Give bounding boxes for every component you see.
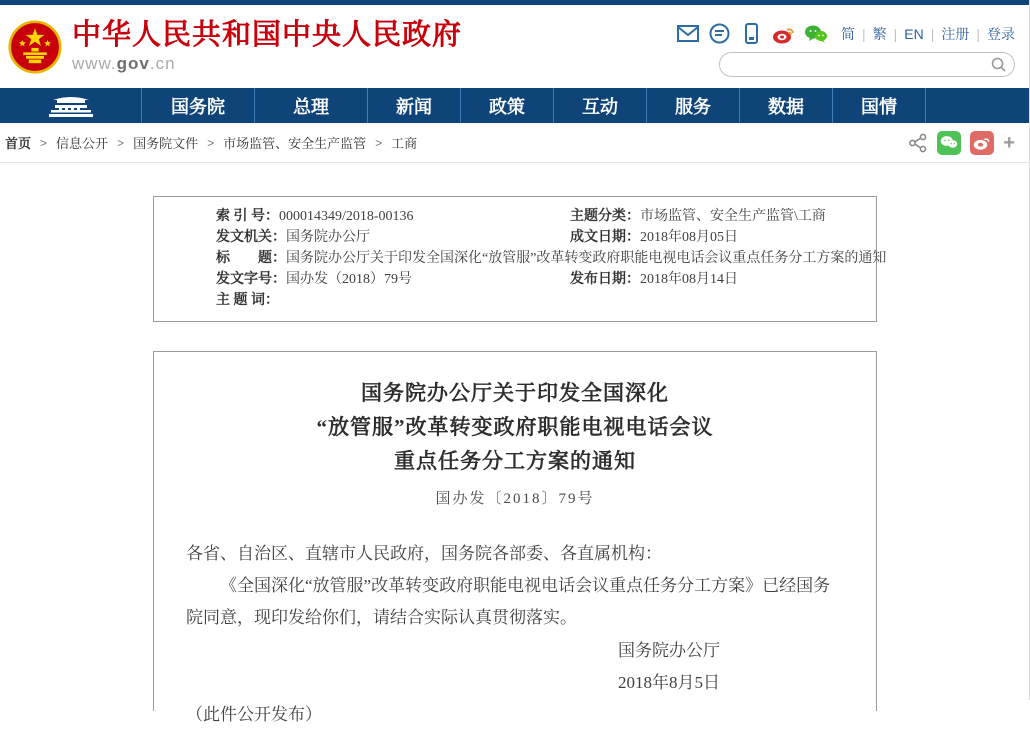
document-title-line: 国务院办公厅关于印发全国深化 — [361, 381, 669, 405]
meta-doc-number: 发文字号：国办发（2018）79号 — [216, 272, 412, 287]
document-text — [186, 538, 844, 731]
nav-item-national[interactable]: 国情 — [832, 88, 925, 123]
breadcrumb-separator: > — [375, 135, 383, 150]
separator: | — [976, 25, 980, 42]
meta-title: 标 题：国务院办公厅关于印发全国深化“放管服”改革转变政府职能电视电话会议重点任务分工方案的通知 — [216, 251, 887, 266]
site-ident — [72, 20, 462, 74]
document-title-line: 重点任务分工方案的通知 — [394, 449, 636, 473]
search-box — [719, 52, 1015, 77]
mobile-icon[interactable] — [741, 23, 763, 45]
meta-row — [154, 206, 876, 227]
meta-topic-category: 主题分类：市场监管、安全生产监管\工商 — [570, 209, 826, 224]
publish-note: （此件公开发布） — [186, 705, 322, 724]
salutation: 各省、自治区、直辖市人民政府，国务院各部委、各直属机构： — [186, 544, 662, 563]
site-title[interactable]: 中华人民共和国中央人民政府 — [72, 18, 463, 51]
weibo-icon[interactable] — [773, 23, 795, 45]
signature-date: 2018年8月5日 — [618, 673, 720, 692]
nav-filler — [925, 88, 1029, 123]
breadcrumb-separator: > — [117, 135, 125, 150]
nav-item-data[interactable]: 数据 — [739, 88, 832, 123]
weibo-share-icon[interactable] — [970, 131, 994, 155]
breadcrumb — [5, 133, 417, 152]
header-utilities — [677, 5, 1015, 88]
lang-simplified[interactable]: 简 — [840, 25, 855, 42]
document-number: 国办发〔2018〕79号 — [435, 491, 595, 507]
wechat-icon[interactable] — [805, 23, 827, 45]
nav-item-services[interactable]: 服务 — [646, 88, 739, 123]
separator: | — [930, 25, 935, 42]
share-icon[interactable] — [908, 133, 928, 153]
separator: | — [861, 25, 866, 42]
document-meta-box — [153, 196, 887, 322]
tiananmen-icon — [45, 94, 97, 118]
nav-item-news[interactable]: 新闻 — [367, 88, 460, 123]
site-header — [0, 5, 1029, 88]
breadcrumb-home[interactable]: 首页 — [5, 136, 32, 151]
share-tools — [908, 131, 1015, 155]
meta-row — [154, 290, 876, 311]
meta-keywords: 主 题 词： — [216, 293, 279, 308]
breadcrumb-state-council-docs[interactable]: 国务院文件 — [133, 136, 199, 151]
nav-item-interact[interactable]: 互动 — [553, 88, 646, 123]
site-logo-group[interactable] — [8, 5, 462, 88]
rss-circle-icon[interactable] — [709, 23, 731, 45]
document-body-box — [153, 351, 877, 724]
separator: | — [893, 25, 898, 42]
mail-icon[interactable] — [677, 23, 699, 45]
login-link[interactable]: 登录 — [987, 25, 1015, 42]
nav-item-policy[interactable]: 政策 — [460, 88, 553, 123]
nav-item-state-council[interactable]: 国务院 — [141, 88, 254, 123]
breadcrumb-industry-commerce[interactable]: 工商 — [391, 136, 418, 151]
breadcrumb-separator: > — [40, 135, 48, 150]
nav-item-premier[interactable]: 总理 — [254, 88, 367, 123]
meta-written-date: 成文日期：2018年08月05日 — [570, 230, 738, 245]
utility-row — [677, 23, 1015, 45]
breadcrumb-market-regulation[interactable]: 市场监管、安全生产监管 — [223, 136, 367, 151]
meta-index: 索 引 号：000014349/2018-00136 — [216, 209, 414, 224]
document-title — [186, 376, 844, 478]
register-link[interactable]: 注册 — [941, 25, 970, 42]
meta-publish-date: 发布日期：2018年08月14日 — [570, 272, 738, 287]
breadcrumb-separator: > — [207, 135, 215, 150]
meta-row — [154, 269, 876, 290]
lang-links — [841, 24, 1015, 44]
nav-home-button[interactable] — [0, 88, 141, 123]
body-paragraph: 《全国深化“放管服”改革转变政府职能电视电话会议重点任务分工方案》已经国务院同意，现印发给你们，请结合实际认真贯彻落实。 — [186, 576, 831, 627]
more-tools-icon[interactable]: + — [1003, 131, 1015, 154]
meta-row — [154, 227, 876, 248]
lang-traditional[interactable]: 繁 — [872, 25, 887, 42]
meta-issuing-agency: 发文机关：国务院办公厅 — [216, 230, 370, 245]
breadcrumb-info-disclosure[interactable]: 信息公开 — [56, 136, 109, 151]
site-url: www.gov.cn — [72, 53, 176, 73]
wechat-share-icon[interactable] — [937, 131, 961, 155]
main-nav — [0, 88, 1029, 123]
document-title-line: “放管服”改革转变政府职能电视电话会议 — [316, 415, 714, 439]
search-input[interactable] — [732, 57, 991, 72]
breadcrumb-row — [0, 123, 1029, 163]
search-icon[interactable] — [991, 57, 1006, 72]
lang-english[interactable]: EN — [904, 25, 924, 42]
signature: 国务院办公厅 — [618, 641, 720, 660]
national-emblem-icon — [8, 20, 62, 74]
meta-row — [154, 248, 887, 269]
signature-block — [618, 635, 844, 699]
